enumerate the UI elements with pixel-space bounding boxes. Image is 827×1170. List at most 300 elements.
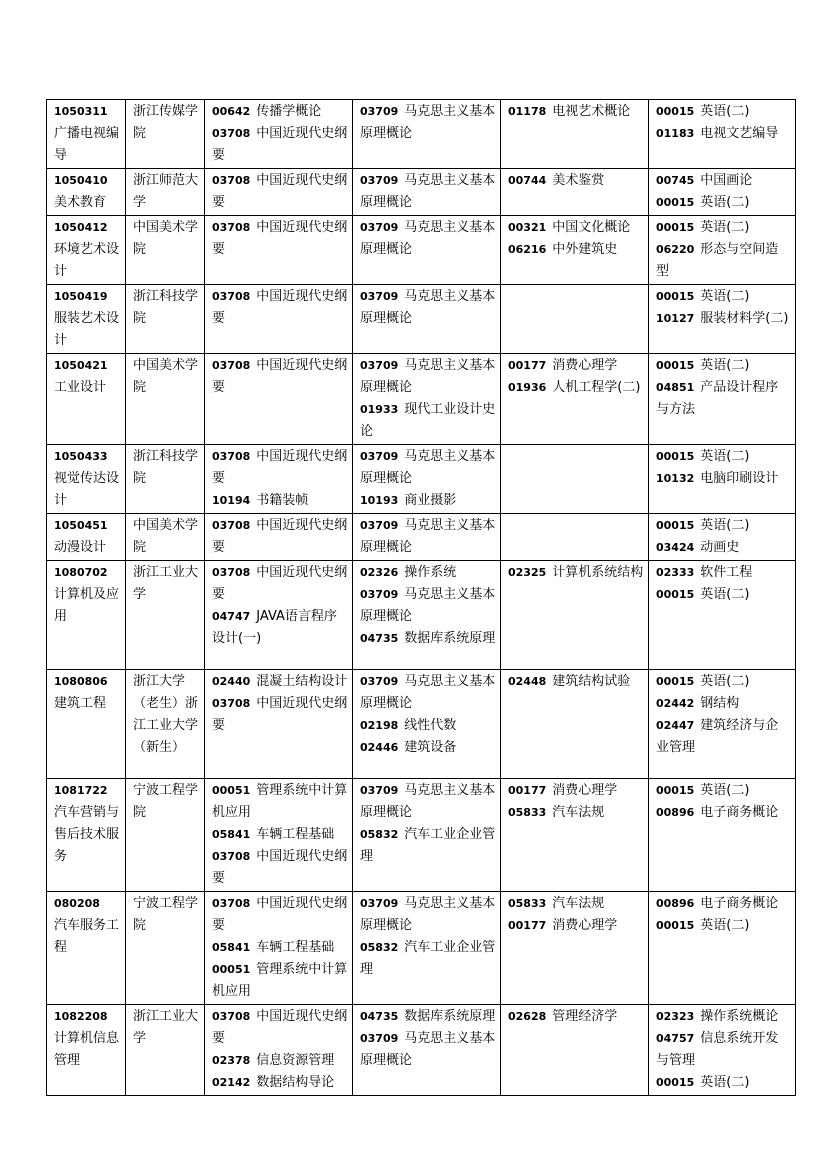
course-item [360,217,496,261]
course-item [656,1006,791,1028]
session-3-cell [501,561,649,670]
session-3-cell [501,285,649,354]
course-code: 03709 [360,675,399,688]
course-item [360,628,496,650]
course-code: 00896 [656,806,695,819]
major-code: 1082208 [54,1010,108,1023]
course-name: 英语(二) [700,518,750,533]
course-code: 03708 [212,290,251,303]
major-cell [47,354,126,445]
course-name: 服装材料学(二) [700,311,789,326]
course-item [212,446,348,490]
course-code: 03709 [360,359,399,372]
school-cell [126,169,205,216]
session-3-cell [501,1005,649,1096]
course-code: 00745 [656,174,695,187]
course-item [360,170,496,214]
course-code: 05841 [212,828,251,841]
table-row [47,514,796,561]
course-code: 00015 [656,221,695,234]
course-code: 03424 [656,541,695,554]
session-2-cell [353,1005,501,1096]
course-code: 00015 [656,450,695,463]
course-item [508,671,644,693]
course-item [656,562,791,584]
school-cell [126,216,205,285]
course-code: 03708 [212,1010,251,1023]
session-4-cell [649,779,796,892]
major-name: 建筑工程 [54,696,107,711]
course-name: 英语(二) [700,783,750,798]
session-4-cell [649,354,796,445]
course-code: 10193 [360,494,399,507]
course-code: 03709 [360,897,399,910]
course-item [656,286,791,308]
session-2-cell [353,285,501,354]
major-cell [47,1005,126,1096]
course-item [212,846,348,890]
course-name: 中国近现代史纲要 [212,220,348,257]
course-code: 02440 [212,675,251,688]
course-code: 03709 [360,1032,399,1045]
course-item [360,715,496,737]
course-code: 02333 [656,566,695,579]
course-name: 商业摄影 [404,493,457,508]
course-name: 马克思主义基本原理概论 [360,289,496,326]
course-name: 马克思主义基本原理概论 [360,896,496,933]
course-name: 中国近现代史纲要 [212,173,348,210]
course-name: 电子商务概论 [700,896,779,911]
course-item [212,693,348,737]
course-item [212,1050,348,1072]
course-name: 管理系统中计算机应用 [212,783,348,820]
course-item [656,308,791,330]
school-name: 宁波工程学院 [133,783,199,820]
school-cell [126,514,205,561]
session-3-cell [501,216,649,285]
course-name: 马克思主义基本原理概论 [360,1031,496,1068]
major-name: 美术教育 [54,195,107,210]
major-cell [47,514,126,561]
major-name: 汽车营销与售后技术服务 [54,805,120,864]
course-name: 中国近现代史纲要 [212,696,348,733]
course-name: 软件工程 [700,565,753,580]
course-item [360,101,496,145]
session-4-cell [649,670,796,779]
course-code: 02325 [508,566,547,579]
table-row [47,1005,796,1096]
course-name: 马克思主义基本原理概论 [360,173,496,210]
course-item [212,824,348,846]
course-code: 00642 [212,105,251,118]
session-2-cell [353,892,501,1005]
course-item [508,217,644,239]
course-name: 消费心理学 [552,783,618,798]
course-code: 04851 [656,381,695,394]
course-code: 03709 [360,784,399,797]
exam-schedule-table [46,99,796,1096]
course-item [656,715,791,759]
course-code: 04735 [360,1010,399,1023]
course-name: 车辆工程基础 [256,940,335,955]
course-item [360,1006,496,1028]
course-name: 建筑设备 [404,740,457,755]
course-item [508,170,644,192]
course-name: 英语(二) [700,587,750,602]
course-code: 10132 [656,472,695,485]
major-code: 1050412 [54,221,108,234]
course-name: 中国近现代史纲要 [212,126,348,163]
school-name: 浙江科技学院 [133,289,199,326]
course-code: 00015 [656,196,695,209]
course-code: 06220 [656,243,695,256]
course-name: 人机工程学(二) [552,380,641,395]
course-name: 马克思主义基本原理概论 [360,358,496,395]
session-1-cell [205,100,353,169]
course-code: 03709 [360,290,399,303]
session-3-cell [501,514,649,561]
course-code: 00177 [508,784,547,797]
table-row [47,892,796,1005]
course-item [360,584,496,628]
course-item [656,468,791,490]
course-item [212,1006,348,1050]
course-name: 管理经济学 [552,1009,618,1024]
major-cell [47,561,126,670]
course-name: 马克思主义基本原理概论 [360,518,496,555]
course-item [656,170,791,192]
session-4-cell [649,100,796,169]
school-cell [126,285,205,354]
course-item [360,399,496,443]
course-name: 建筑结构试验 [552,674,631,689]
session-1-cell [205,514,353,561]
session-4-cell [649,514,796,561]
course-name: 中国近现代史纲要 [212,849,348,886]
session-1-cell [205,169,353,216]
course-item [212,959,348,1003]
course-item [212,606,348,650]
course-item [656,584,791,606]
major-name: 环境艺术设计 [54,242,120,279]
course-item [360,562,496,584]
school-cell [126,779,205,892]
major-code: 1081722 [54,784,108,797]
course-item [360,780,496,824]
major-code: 1050410 [54,174,108,187]
course-item [212,286,348,330]
course-item [212,671,348,693]
major-name: 计算机及应用 [54,587,120,624]
major-cell [47,445,126,514]
course-item [508,802,644,824]
session-3-cell [501,169,649,216]
course-item [212,515,348,559]
major-cell [47,216,126,285]
course-name: 中国近现代史纲要 [212,518,348,555]
major-name: 视觉传达设计 [54,471,120,508]
course-code: 03709 [360,174,399,187]
course-name: 中国近现代史纲要 [212,565,348,602]
course-code: 05833 [508,806,547,819]
course-name: 马克思主义基本原理概论 [360,220,496,257]
session-3-cell [501,779,649,892]
table-row [47,561,796,670]
course-name: 中国近现代史纲要 [212,1009,348,1046]
course-code: 00015 [656,675,695,688]
course-name: 汽车法规 [552,896,605,911]
major-code: 1050433 [54,450,108,463]
course-name: 马克思主义基本原理概论 [360,783,496,820]
table-row [47,445,796,514]
course-name: 传播学概论 [256,104,322,119]
course-item [212,217,348,261]
course-name: 中国近现代史纲要 [212,449,348,486]
course-code: 03708 [212,566,251,579]
course-code: 00177 [508,919,547,932]
course-code: 00015 [656,519,695,532]
course-code: 03708 [212,221,251,234]
course-name: 信息资源管理 [256,1053,335,1068]
major-code: 1050311 [54,105,108,118]
course-item [508,355,644,377]
course-code: 02446 [360,741,399,754]
course-item [656,537,791,559]
major-cell [47,670,126,779]
school-name: 浙江工业大学 [133,1009,199,1046]
course-name: 线性代数 [404,718,457,733]
course-item [360,671,496,715]
course-code: 05833 [508,897,547,910]
school-cell [126,354,205,445]
course-code: 03709 [360,221,399,234]
course-name: 管理系统中计算机应用 [212,962,348,999]
course-item [360,446,496,490]
course-name: 马克思主义基本原理概论 [360,449,496,486]
course-name: 电视艺术概论 [552,104,631,119]
major-cell [47,285,126,354]
session-2-cell [353,561,501,670]
course-name: 英语(二) [700,1075,750,1090]
major-code: 080208 [54,897,100,910]
course-item [360,490,496,512]
course-name: 汽车法规 [552,805,605,820]
course-name: 操作系统概论 [700,1009,779,1024]
session-4-cell [649,892,796,1005]
course-code: 04735 [360,632,399,645]
course-name: 中国文化概论 [552,220,631,235]
school-name: 浙江工业大学 [133,565,199,602]
school-name: 中国美术学院 [133,358,199,395]
session-2-cell [353,779,501,892]
table-row [47,100,796,169]
session-2-cell [353,670,501,779]
table-row [47,169,796,216]
course-item [656,893,791,915]
school-name: 浙江科技学院 [133,449,199,486]
exam-schedule-body [47,100,796,1096]
course-name: 操作系统 [404,565,457,580]
course-name: 消费心理学 [552,918,618,933]
course-code: 04747 [212,610,251,623]
course-code: 01178 [508,105,547,118]
course-name: 中国近现代史纲要 [212,896,348,933]
course-item [360,824,496,868]
school-cell [126,100,205,169]
course-name: 美术鉴赏 [552,173,605,188]
course-name: 电视文艺编导 [700,126,779,141]
course-name: 马克思主义基本原理概论 [360,674,496,711]
course-name: 数据库系统原理 [404,1009,496,1024]
course-item [656,802,791,824]
course-item [508,377,644,399]
course-code: 04757 [656,1032,695,1045]
course-code: 01933 [360,403,399,416]
major-code: 1050419 [54,290,108,303]
course-code: 02448 [508,675,547,688]
course-name: 英语(二) [700,358,750,373]
session-2-cell [353,169,501,216]
course-item [656,671,791,693]
course-name: 英语(二) [700,220,750,235]
school-name: 中国美术学院 [133,518,199,555]
session-3-cell [501,445,649,514]
course-code: 03708 [212,127,251,140]
session-1-cell [205,1005,353,1096]
session-3-cell [501,354,649,445]
session-4-cell [649,561,796,670]
course-item [656,355,791,377]
course-name: 动画史 [700,540,740,555]
course-name: 马克思主义基本原理概论 [360,104,496,141]
course-item [656,377,791,421]
course-code: 00177 [508,359,547,372]
course-item [508,780,644,802]
session-1-cell [205,561,353,670]
course-code: 10127 [656,312,695,325]
course-name: 中国近现代史纲要 [212,358,348,395]
major-name: 计算机信息管理 [54,1031,120,1068]
course-name: 形态与空间造型 [656,242,779,279]
session-4-cell [649,216,796,285]
course-name: 混凝土结构设计 [256,674,348,689]
table-row [47,670,796,779]
course-name: 英语(二) [700,195,750,210]
course-item [656,1028,791,1072]
session-2-cell [353,514,501,561]
course-code: 06216 [508,243,547,256]
course-name: 信息系统开发与管理 [656,1031,779,1068]
course-name: 电子商务概论 [700,805,779,820]
course-code: 00015 [656,588,695,601]
course-code: 00321 [508,221,547,234]
course-code: 03708 [212,850,251,863]
session-3-cell [501,100,649,169]
course-name: 产品设计程序与方法 [656,380,779,417]
course-item [212,893,348,937]
course-name: 汽车工业企业管理 [360,940,496,977]
course-code: 10194 [212,494,251,507]
course-name: 车辆工程基础 [256,827,335,842]
course-code: 05832 [360,828,399,841]
course-name: 英语(二) [700,104,750,119]
course-item [360,1028,496,1072]
course-name: 汽车工业企业管理 [360,827,496,864]
course-code: 00896 [656,897,695,910]
major-name: 汽车服务工程 [54,918,120,955]
course-item [212,170,348,214]
course-name: 数据结构导论 [256,1075,335,1090]
course-code: 00744 [508,174,547,187]
course-code: 02142 [212,1076,251,1089]
course-name: 数据库系统原理 [404,631,496,646]
course-code: 00015 [656,290,695,303]
course-code: 03709 [360,588,399,601]
course-item [508,101,644,123]
session-1-cell [205,216,353,285]
course-name: 英语(二) [700,674,750,689]
session-1-cell [205,285,353,354]
session-3-cell [501,892,649,1005]
course-code: 05832 [360,941,399,954]
course-code: 03709 [360,105,399,118]
course-item [212,780,348,824]
course-name: 现代工业设计史论 [360,402,496,439]
major-name: 工业设计 [54,380,107,395]
course-item [360,355,496,399]
course-code: 05841 [212,941,251,954]
session-2-cell [353,216,501,285]
table-row [47,354,796,445]
course-name: 英语(二) [700,449,750,464]
course-name: 书籍装帧 [256,493,309,508]
course-name: 电脑印刷设计 [700,471,779,486]
school-name: 宁波工程学院 [133,896,199,933]
course-code: 00015 [656,919,695,932]
course-code: 01936 [508,381,547,394]
session-1-cell [205,670,353,779]
session-1-cell [205,354,353,445]
session-4-cell [649,1005,796,1096]
school-name: 浙江传媒学院 [133,104,199,141]
course-code: 02447 [656,719,695,732]
course-item [656,1072,791,1094]
session-1-cell [205,892,353,1005]
course-item [360,893,496,937]
table-row [47,216,796,285]
course-item [360,286,496,330]
course-item [212,562,348,606]
course-name: 中国近现代史纲要 [212,289,348,326]
course-item [508,239,644,261]
session-4-cell [649,285,796,354]
course-item [212,355,348,399]
course-name: 中外建筑史 [552,242,618,257]
major-name: 服装艺术设计 [54,311,120,348]
course-item [508,915,644,937]
course-item [212,490,348,512]
course-item [656,515,791,537]
course-name: 英语(二) [700,289,750,304]
table-row [47,285,796,354]
session-1-cell [205,779,353,892]
course-code: 01183 [656,127,695,140]
major-code: 1080806 [54,675,108,688]
session-2-cell [353,100,501,169]
course-item [656,192,791,214]
course-code: 03708 [212,450,251,463]
course-code: 03709 [360,519,399,532]
